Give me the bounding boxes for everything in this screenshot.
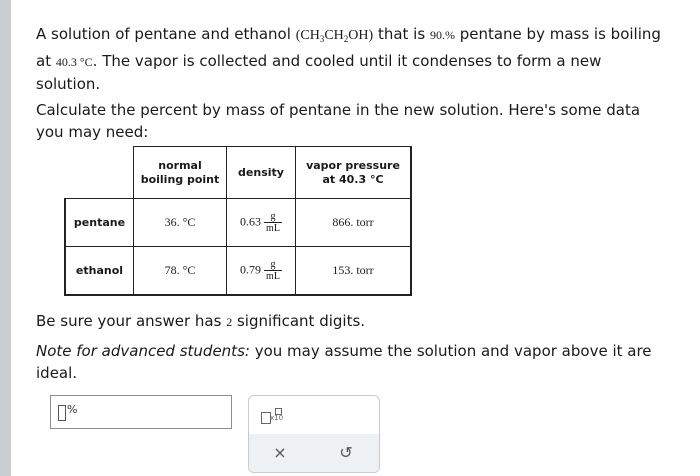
sigfig-note: Be sure your answer has 2 significant digits. [36, 312, 366, 330]
table-row [65, 199, 411, 247]
percent-unit: % [67, 403, 78, 416]
tool-button-row [249, 434, 379, 472]
pentane-boiling-point: 36. °C [134, 199, 227, 247]
mass-percent: 90.% [429, 28, 455, 42]
header-vapor-pressure: vapor pressure at 40.3 °C [296, 147, 412, 199]
advanced-note-label: Note for advanced students: [36, 342, 250, 360]
header-density: density [227, 147, 296, 199]
ethanol-vapor-pressure: 153. torr [296, 247, 412, 295]
scientific-notation-icon[interactable]: x10 [261, 408, 279, 424]
sigfig-count: 2 [226, 315, 233, 329]
intro-text-d: . The vapor is collected and cooled until it condenses to form a new solution. [36, 52, 602, 93]
advanced-note-text: you may assume the solution and vapor above it are ideal. [36, 342, 652, 382]
clear-button[interactable]: × [273, 443, 287, 462]
math-tool-panel [248, 395, 380, 473]
left-edge-bar [0, 0, 11, 476]
pentane-vapor-pressure: 866. torr [296, 199, 412, 247]
table-corner [65, 147, 134, 199]
answer-input[interactable] [50, 395, 232, 429]
advanced-note [36, 340, 666, 384]
row-label-ethanol: ethanol [65, 247, 134, 295]
intro-text-a: A solution of pentane and ethanol [36, 25, 291, 43]
table-row [65, 247, 411, 295]
pentane-density: 0.63 $\frac{g}{mL}$ [227, 199, 296, 247]
ethanol-boiling-point: 78. °C [134, 247, 227, 295]
row-label-pentane: pentane [65, 199, 134, 247]
question-text: Calculate the percent by mass of pentane in the new solution. Here's some data you may need: [36, 101, 641, 141]
header-boiling-point: normal boiling point [134, 147, 227, 199]
boiling-temperature: 40.3 °C [55, 55, 93, 69]
undo-button[interactable]: ↺ [339, 443, 353, 462]
ethanol-density: 0.79 $\frac{g}{mL}$ [227, 247, 296, 295]
intro-text-c: pentane by mass is boiling at [36, 25, 661, 70]
ethanol-formula: $(CH_3CH_2OH)$ [295, 28, 374, 44]
answer-input-cursor[interactable] [58, 405, 66, 421]
intro-text-b: that is [377, 25, 426, 43]
problem-statement [36, 23, 666, 95]
data-table [64, 146, 412, 296]
